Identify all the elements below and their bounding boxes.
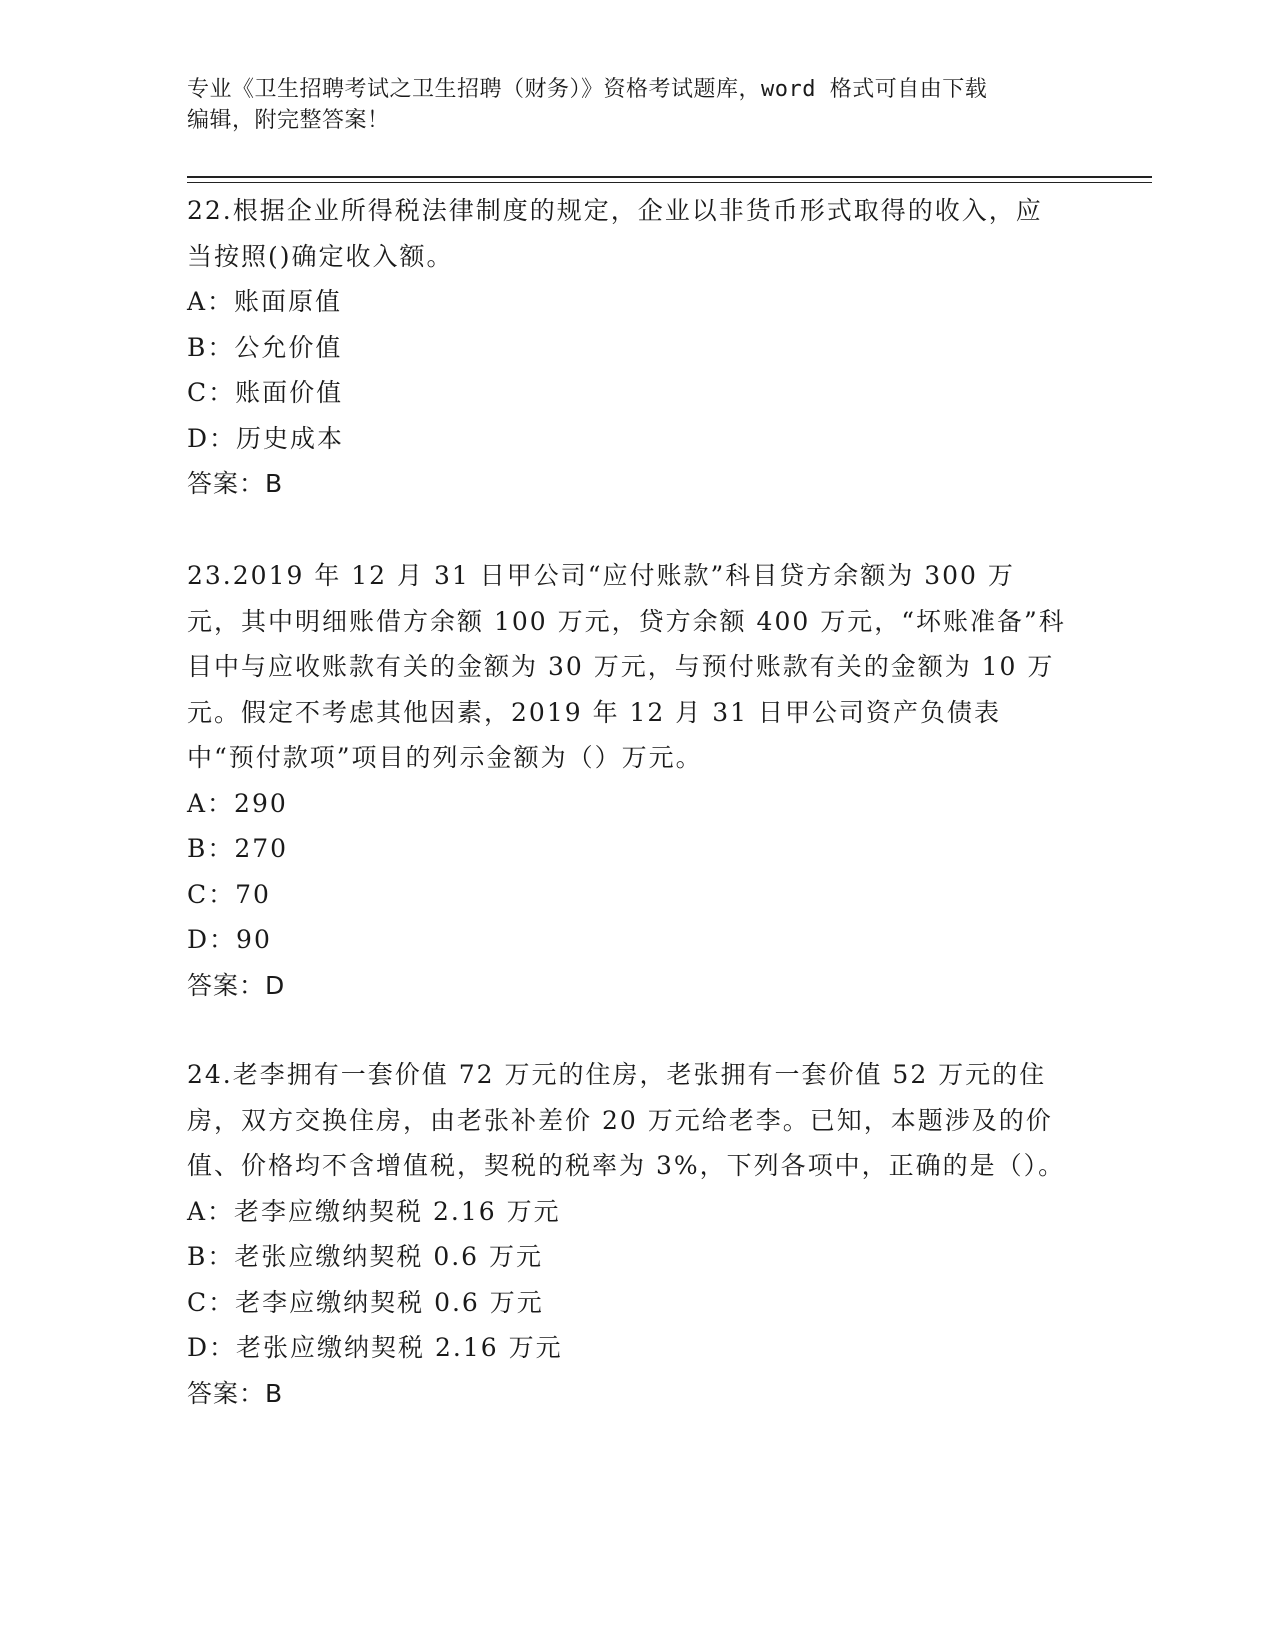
question-23 — [187, 553, 1067, 1008]
question-stem: 22.根据企业所得税法律制度的规定，企业以非货币形式取得的收入，应当按照()确定收入额。 — [187, 196, 1043, 271]
option-a: A：290 — [187, 788, 288, 818]
question-stem: 23.2019 年 12 月 31 日甲公司“应付账款”科目贷方余额为 300 万元，其中明细账借方余额 100 万元，贷方余额 400 万元，“坏账准备”科目中与应收账款有关的金额为 30 万元，与预付账款有关的金额为 10 万元。假定不考虑其他因素，2019 年 12 月 31 日甲公司资产负债表中“预付款项”项目的列示金额为（）万元。 — [187, 561, 1066, 772]
option-c: C：70 — [187, 879, 271, 909]
option-d: D：历史成本 — [187, 423, 345, 453]
answer-line: 答案：B — [187, 1378, 284, 1408]
header-line-2: 编辑，附完整答案！ — [187, 108, 390, 133]
document-header — [187, 74, 1067, 136]
option-a: A：老李应缴纳契税 2.16 万元 — [187, 1196, 561, 1226]
option-d: D：90 — [187, 925, 272, 954]
option-b: B：公允价值 — [187, 332, 343, 362]
option-b: B：270 — [187, 834, 289, 863]
header-divider-thin — [187, 182, 1152, 183]
answer-line: 答案：B — [187, 469, 284, 498]
option-c: C：账面价值 — [187, 378, 344, 407]
question-stem: 24.老李拥有一套价值 72 万元的住房，老张拥有一套价值 52 万元的住房，双方交换住房，由老张补差价 20 万元给老李。已知，本题涉及的价值、价格均不含增值税，契税的税率为 3%，下列各项中，正确的是（）。 — [187, 1060, 1066, 1180]
option-c: C：老李应缴纳契税 0.6 万元 — [187, 1287, 544, 1317]
header-line-1: 专业《卫生招聘考试之卫生招聘（财务）》资格考试题库，word 格式可自由下载 — [187, 77, 988, 102]
option-a: A：账面原值 — [187, 287, 343, 316]
question-22 — [187, 188, 1067, 507]
answer-line: 答案：D — [187, 970, 286, 1000]
option-b: B：老张应缴纳契税 0.6 万元 — [187, 1242, 544, 1271]
option-d: D：老张应缴纳契税 2.16 万元 — [187, 1333, 563, 1362]
question-24 — [187, 1052, 1067, 1416]
header-divider-thick — [187, 176, 1152, 178]
